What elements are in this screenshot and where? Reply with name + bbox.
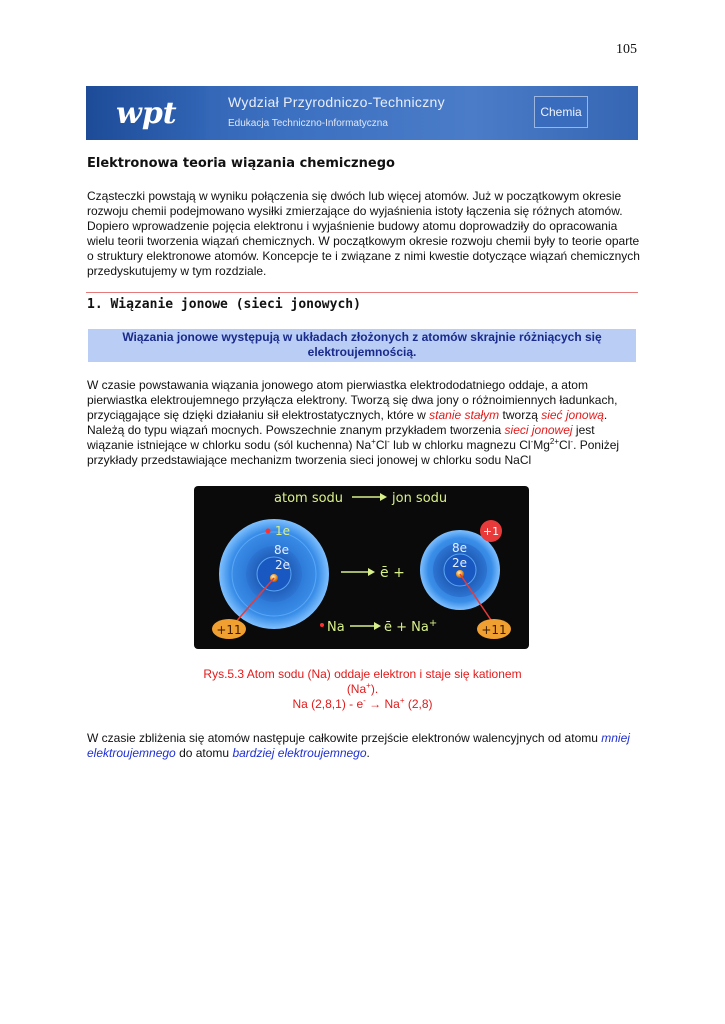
ionic-bond-paragraph: W czasie powstawania wiązania jonowego atom pierwiastka elektrododatniego oddaje, a atom pierwiastka elektroujemnego przyłącza elektrony. Tworzą się dwa jony o różnoimiennych ładunkach, przyciągające się dzięki działaniu sił elektrostatycznych, które w stanie stałym tworzą sieć jonową. Należą do typu wiązań mocnych. Powszechnie znanym przykładem tworzenia sieci jonowej jest wiązanie istniejące w chlorku sodu (sól kuchenna) Na+Cl- lub w chlorku magnezu $Cl^-Mg^{2+}Cl^-$. Poniżej przykłady przedstawiające mechanizm tworzenia sieci jonowej w chlorku sodu NaCl <box>87 378 620 467</box>
link-stanie-stalym: stanie stałym <box>429 408 500 422</box>
link-siec-jonowa: sieć jonową <box>541 408 604 422</box>
sodium-atom-icon <box>219 519 329 629</box>
label-atom-sodu: atom sodu <box>274 491 344 506</box>
link-bardziej-elektroujemnego: bardziej elektroujemnego <box>232 746 367 760</box>
header-banner <box>86 86 638 140</box>
valence-electron-icon <box>266 529 271 534</box>
figure-caption: Rys.5.3 Atom sodu (Na) oddaje elektron i staje się kationem (Na+). <box>203 667 522 696</box>
label-jon-sodu: jon sodu <box>392 491 448 506</box>
label-2e-left: 2e <box>275 558 291 572</box>
label-products: ē + Na+ <box>384 618 438 635</box>
definition-callout: Wiązania jonowe występują w układach złożonych z atomów skrajnie różniących się elektroujemnością. <box>88 329 636 362</box>
label-8e-left: 8e <box>274 543 290 557</box>
nucleus-label-right: +11 <box>481 623 507 637</box>
label-2e-right: 2e <box>452 556 468 570</box>
electron-dot-icon <box>320 623 324 627</box>
label-na: Na <box>327 620 345 635</box>
link-sieci-jonowej: sieci jonowej <box>504 423 573 437</box>
subsection-title: 1. Wiązanie jonowe (sieci jonowych) <box>87 297 361 312</box>
charge-badge-text: +1 <box>482 525 500 538</box>
intro-paragraph: Cząsteczki powstają w wyniku połączenia się dwóch lub więcej atomów. Już w początkowym okresie rozwoju chemii podejmowano wysiłki zmierzające do wyjaśnienia istoty łączenia się różnych atomów. Dopiero wprowadzenie pojęcia elektronu i wyjaśnienie budowy atomu doprowadziły do opracowania wielu teorii tworzenia wiązań chemicznych. W początkowym okresie rozwoju chemii były to teorie oparte o struktury elektronowe atomów. Koncepcje te i związane z nimi kwestie dotyczące wiązań chemicznych przedyskutujemy w tym rozdziale. <box>87 189 640 278</box>
link-mniej-elektroujemnego: mniej elektroujemnego <box>87 731 630 760</box>
banner-subtitle: Edukacja Techniczno-Informatyczna <box>228 118 388 129</box>
sodium-ionization-diagram <box>194 486 529 649</box>
nucleus-label-left: +11 <box>216 623 242 637</box>
label-electron-plus: ē + <box>380 565 405 581</box>
section-divider <box>86 292 638 293</box>
wpt-logo <box>86 86 206 140</box>
closing-paragraph: W czasie zbliżenia się atomów następuje całkowite przejście elektronów walencyjnych od atomu mniej elektroujemnego do atomu bardziej elektroujemnego. <box>87 731 630 760</box>
logo-text: wpt <box>116 96 177 131</box>
arrow-bottom <box>350 622 381 630</box>
page-number: 105 <box>616 42 637 57</box>
arrow-top <box>352 493 387 501</box>
banner-title: Wydział Przyrodniczo-Techniczny <box>228 94 445 110</box>
chemia-button[interactable]: Chemia <box>534 96 588 128</box>
label-8e-right: 8e <box>452 541 468 555</box>
reaction-equation: Na (2,8,1) - e- → Na+ (2,8) <box>292 696 433 711</box>
section-title: Elektronowa teoria wiązania chemicznego <box>87 156 395 171</box>
arrow-middle <box>341 568 375 576</box>
label-1e: 1e <box>275 524 291 538</box>
